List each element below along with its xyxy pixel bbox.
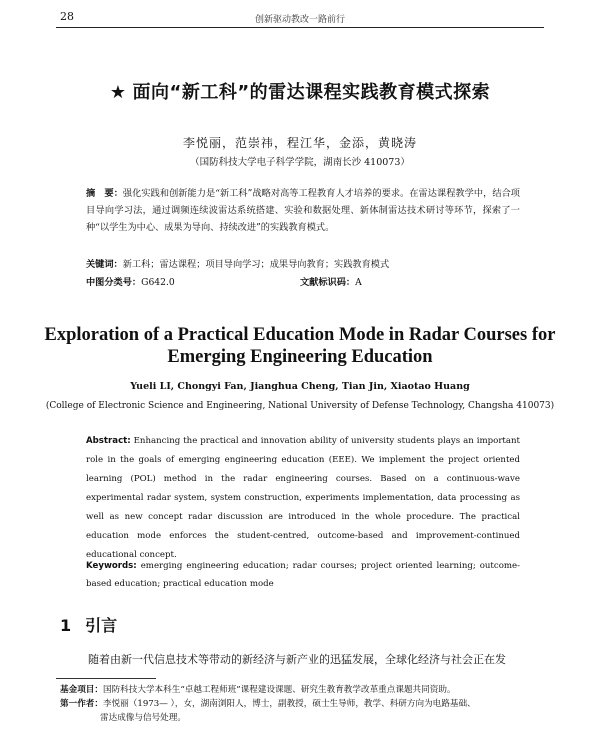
cn-authors: 李悦丽，范崇祎，程江华，金添，黄晓涛 [182,136,417,150]
cn-keywords-text: 新工科；雷达课程；项目导向学习；成果导向教育；实践教育模式 [122,259,390,270]
cn-abstract [86,185,520,236]
clc-label: 中图分类号： [86,277,142,288]
en-keywords-label: Keywords: [86,561,137,571]
cn-title-text: 面向“新工科”的雷达课程实践教育模式探索 [132,82,491,103]
section-title: 引言 [85,616,118,635]
en-title-line2: Emerging Engineering Education [167,347,433,367]
star-icon: ★ [109,82,127,103]
header-rule [56,27,544,28]
en-affiliation: (College of Electronic Science and Engineering, National University of Defense Technology, Changsha 410073) [45,401,555,411]
doc-code-label: 文献标识码： [300,277,356,288]
body-paragraph: 随着由新一代信息技术等带动的新经济与新产业的迅猛发展，全球化经济与社会正在发 [88,653,506,666]
clc-value: G642.0 [141,277,175,288]
section-number: 1 [60,616,72,635]
fund-text: 国防科技大学本科生“卓越工程师班”课程建设课题、研究生教育教学改革重点课题共同资助。 [102,685,456,695]
running-head: 创新驱动教改一路前行 [254,15,345,25]
en-keywords-text: emerging engineering education; radar courses; project oriented learning; outcome-based education; practical education mode [86,561,521,589]
author-text-cont: 雷达成像与信号处理。 [100,713,186,723]
en-keywords [86,557,520,593]
footnote-author [60,697,550,725]
cn-meta [86,274,520,288]
en-abstract [86,432,520,565]
page-number: 28 [60,10,74,23]
cn-abstract-label: 摘 要： [86,188,123,199]
author-label: 第一作者： [60,699,103,709]
doc-code [300,274,362,288]
cn-title [0,78,600,104]
en-abstract-label: Abstract: [86,436,131,446]
cn-keywords [86,256,520,273]
en-authors: Yueli LI, Chongyi Fan, Jianghua Cheng, Tian Jin, Xiaotao Huang [130,381,470,392]
cn-affiliation: （国防科技大学电子科学学院，湖南长沙 410073） [190,157,410,168]
cn-keywords-label: 关键词： [86,259,123,270]
fund-label: 基金项目： [60,685,103,695]
en-title [40,324,560,368]
cn-abstract-text: 强化实践和创新能力是“新工科”战略对高等工程教育人才培养的要求。在雷达课程教学中，结合项目导向学习法，通过调频连续波雷达系统搭建、实验和数据处理、新体制雷达技术研讨等环节，探索了一种“以学生为中心、成果为导向、持续改进”的实践教育模式。 [86,188,520,233]
en-title-line1: Exploration of a Practical Education Mode in Radar Courses for [44,325,556,345]
section-heading [60,613,117,636]
footnote-rule [56,678,156,679]
author-text: 李悦丽（1973— ），女，湖南浏阳人，博士，副教授，硕士生导师，教学、科研方向为电路基础、 [102,699,476,709]
footnote-funding [60,683,550,697]
en-abstract-text: Enhancing the practical and innovation ability of university students plays an important role in the goals of emerging engineering education (EEE). We implement the project oriented learning (POL) method in the radar engineering courses. Based on a continuous-wave experimental radar system, system construction, experiments implementation, data processing as well as new concept radar discussion are introduced in the whole procedure. The practical education mode enforces the student-centred, outcome-based and improvement-continued educational concept. [86,436,520,560]
doc-code-value: A [355,277,362,288]
